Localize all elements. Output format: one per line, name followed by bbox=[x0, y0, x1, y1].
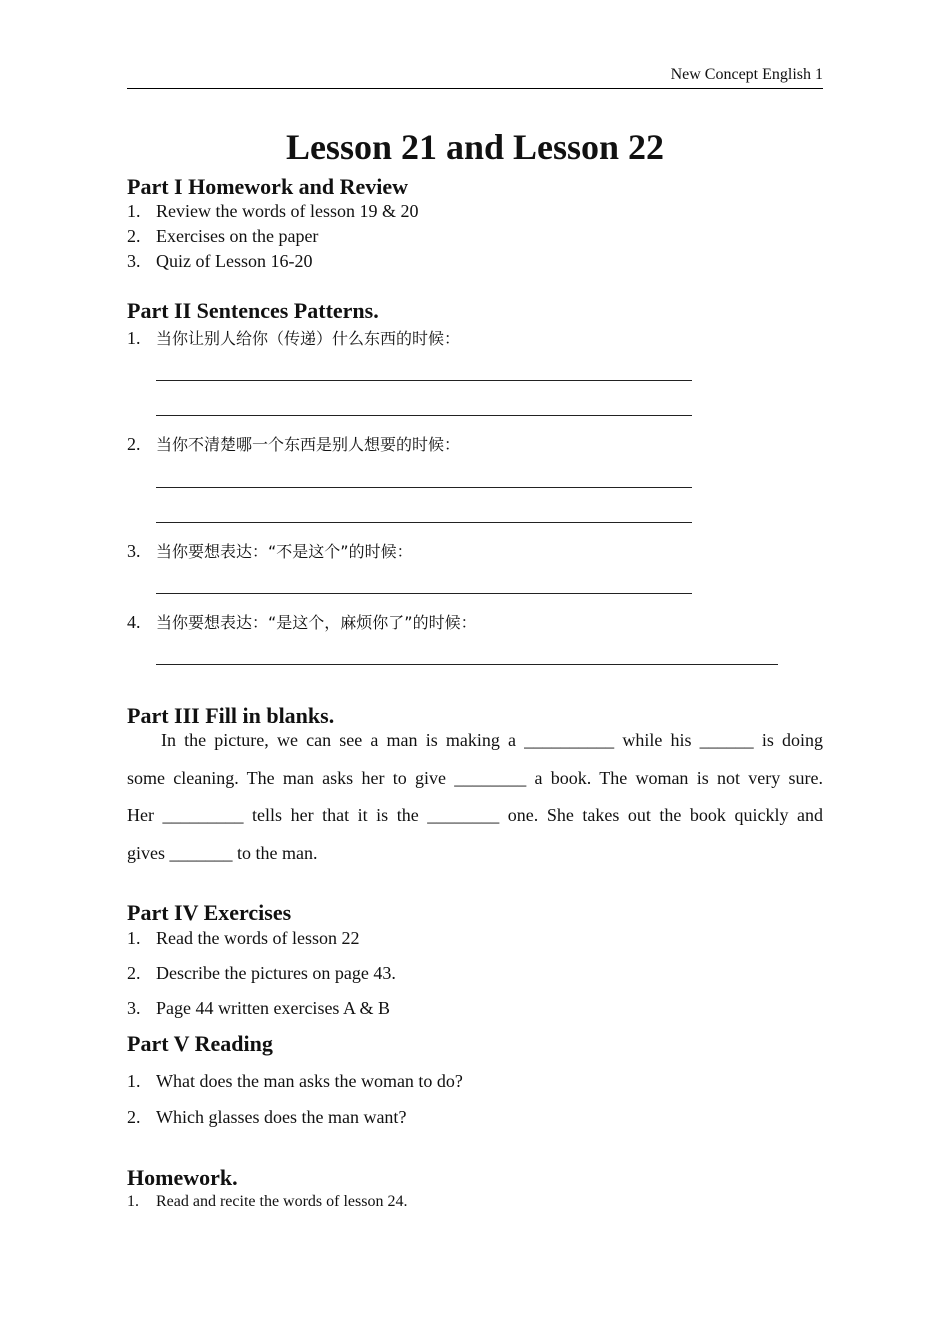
item-text: 当你让别人给你（传递）什么东西的时候： bbox=[156, 329, 461, 348]
item-number: 1. bbox=[127, 1071, 141, 1091]
item-number: 2. bbox=[127, 226, 141, 246]
item-number: 4. bbox=[127, 612, 141, 632]
item-text: Review the words of lesson 19 & 20 bbox=[156, 201, 419, 221]
item-text: 当你要想表达：“是这个，麻烦你了”的时候： bbox=[156, 613, 477, 632]
item-number: 3. bbox=[127, 998, 141, 1018]
part3-heading: Part III Fill in blanks. bbox=[127, 703, 335, 728]
item-number: 2. bbox=[127, 1107, 141, 1127]
item-number: 2. bbox=[127, 434, 141, 454]
part5-heading: Part V Reading bbox=[127, 1031, 273, 1056]
item-text: Exercises on the paper bbox=[156, 226, 319, 246]
part4-item bbox=[127, 998, 390, 1019]
part4-heading: Part IV Exercises bbox=[127, 900, 292, 925]
item-text: Read the words of lesson 22 bbox=[156, 928, 360, 948]
part2-item bbox=[127, 432, 460, 455]
item-text: Read and recite the words of lesson 24. bbox=[156, 1193, 408, 1210]
part4-item bbox=[127, 928, 359, 949]
part5-item bbox=[127, 1071, 463, 1092]
part2-item bbox=[127, 539, 413, 562]
part1-item bbox=[127, 201, 418, 222]
paragraph-line: gives _______ to the man. bbox=[127, 842, 318, 863]
part2-heading: Part II Sentences Patterns. bbox=[127, 298, 379, 323]
answer-line[interactable] bbox=[156, 380, 692, 381]
item-text: Page 44 written exercises A & B bbox=[156, 998, 390, 1018]
fill-in-paragraph bbox=[127, 722, 823, 872]
paragraph-line: some cleaning. The man asks her to give ________ a book. The woman is not very sure. bbox=[127, 767, 823, 788]
item-number: 1. bbox=[127, 928, 141, 948]
item-text: Quiz of Lesson 16-20 bbox=[156, 251, 313, 271]
item-number: 1. bbox=[127, 1193, 139, 1210]
part1-heading: Part I Homework and Review bbox=[127, 174, 409, 199]
item-text: 当你不清楚哪一个东西是别人想要的时候： bbox=[156, 435, 461, 454]
answer-line[interactable] bbox=[156, 522, 692, 523]
paragraph-line: Her _________ tells her that it is the ________ one. She takes out the book quickly and bbox=[127, 805, 823, 825]
part2-item bbox=[127, 326, 460, 349]
part1-item bbox=[127, 226, 318, 247]
header-rule bbox=[127, 88, 823, 89]
item-text: Which glasses does the man want? bbox=[156, 1107, 407, 1127]
item-text: What does the man asks the woman to do? bbox=[156, 1071, 463, 1091]
answer-line[interactable] bbox=[156, 593, 692, 594]
item-number: 1. bbox=[127, 328, 141, 348]
answer-line[interactable] bbox=[156, 664, 778, 665]
homework-heading: Homework. bbox=[127, 1165, 238, 1190]
item-number: 2. bbox=[127, 963, 141, 983]
item-number: 3. bbox=[127, 541, 141, 561]
homework-item bbox=[127, 1193, 407, 1211]
part4-item bbox=[127, 963, 396, 984]
item-text: 当你要想表达：“不是这个”的时候： bbox=[156, 542, 413, 561]
item-number: 3. bbox=[127, 251, 141, 271]
page-title: Lesson 21 and Lesson 22 bbox=[285, 127, 665, 167]
answer-line[interactable] bbox=[156, 487, 692, 488]
part2-item bbox=[127, 610, 477, 633]
running-header: New Concept English 1 bbox=[670, 66, 823, 83]
paragraph-line: In the picture, we can see a man is making a __________ while his ______ is doing bbox=[161, 730, 823, 750]
item-number: 1. bbox=[127, 201, 141, 221]
item-text: Describe the pictures on page 43. bbox=[156, 963, 396, 983]
part1-item bbox=[127, 251, 312, 272]
part5-item bbox=[127, 1107, 406, 1128]
answer-line[interactable] bbox=[156, 415, 692, 416]
